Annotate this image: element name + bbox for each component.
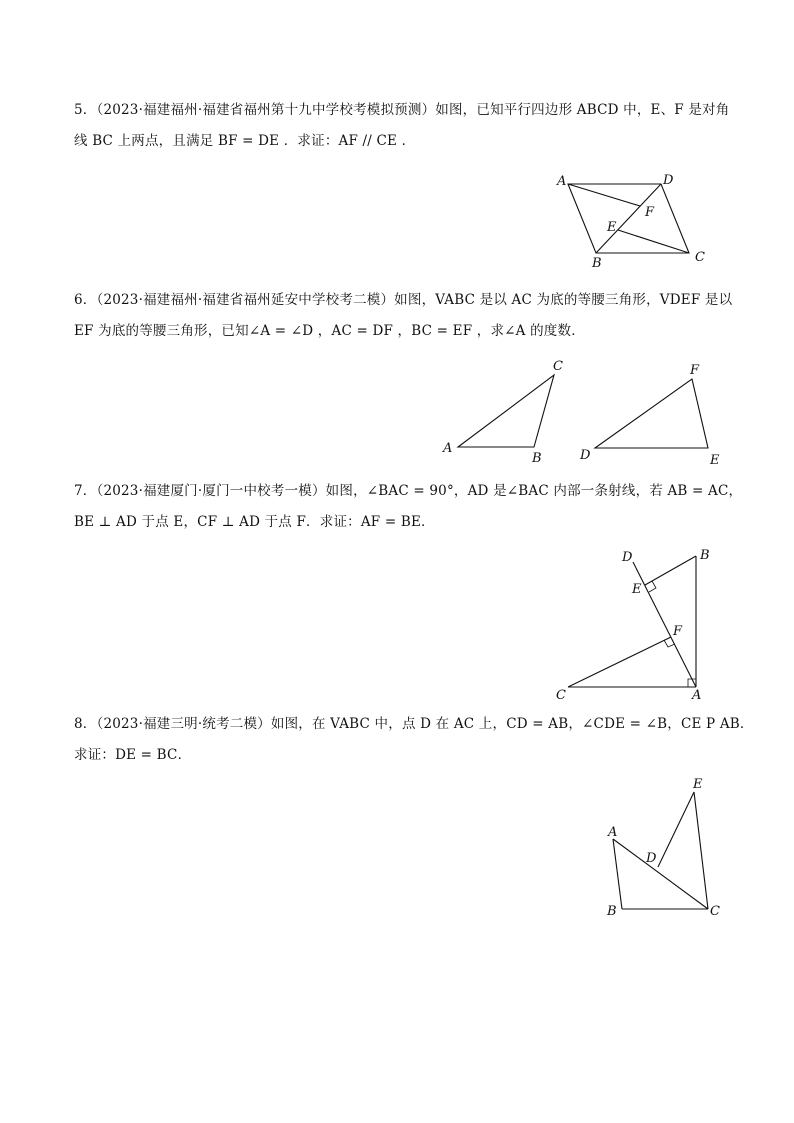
problem-5-line-1: 5．（2023·福建福州·福建省福州第十九中学校考模拟预测）如图，已知平行四边形 ABCD 中，E、F 是对角 [74, 102, 730, 118]
vertex-label-b: B [592, 256, 602, 271]
problem-7-line-1: 7．（2023·福建厦门·厦门一中校考一模）如图，∠BAC = 90°，AD 是∠BAC 内部一条射线，若 AB = AC， [74, 483, 743, 499]
vertex-label-d: D [580, 448, 591, 463]
problem-6-figure [438, 355, 738, 470]
problem-8-line-1: 8．（2023·福建三明·统考二模）如图，在 VABC 中，点 D 在 AC 上，CD = AB，∠CDE = ∠B，CE P AB． [74, 716, 754, 732]
problem-6-line-2: EF 为底的等腰三角形，已知∠A = ∠D ，AC = DF ，BC = EF ，求∠A 的度数． [74, 323, 585, 339]
problem-6-text [74, 285, 733, 347]
problem-7-text [74, 476, 743, 538]
vertex-label-e: E [710, 453, 720, 468]
vertex-label-a: A [692, 688, 702, 703]
vertex-label-b: B [607, 904, 617, 919]
vertex-label-c: C [710, 904, 720, 919]
segment-ec [694, 792, 708, 909]
vertex-label-a: A [608, 825, 618, 840]
problem-8-figure [598, 770, 738, 920]
segment-af [568, 184, 640, 206]
segment-ab [613, 839, 622, 909]
segment-ac [613, 839, 708, 909]
vertex-label-e: E [632, 582, 642, 597]
vertex-label-a: A [443, 441, 453, 456]
problem-8-text [74, 709, 754, 771]
vertex-label-f: F [690, 363, 700, 378]
problem-7-line-2: BE ⊥ AD 于点 E，CF ⊥ AD 于点 F．求证：AF = BE． [74, 514, 435, 530]
segment-be [645, 556, 696, 585]
triangle-def [595, 379, 708, 448]
vertex-label-e: E [693, 777, 703, 792]
problem-6-line-1: 6．（2023·福建福州·福建省福州延安中学校考二模）如图，VABC 是以 AC 为底的等腰三角形，VDEF 是以 [74, 292, 733, 308]
vertex-label-b: B [532, 451, 542, 466]
segment-cf [568, 637, 671, 687]
problem-5-line-2: 线 BC 上两点，且满足 BF = DE ．求证：AF // CE ． [74, 133, 416, 149]
vertex-label-c: C [556, 688, 566, 703]
segment-de [658, 792, 694, 867]
problem-5-figure [548, 168, 718, 273]
problem-7-figure [550, 544, 720, 704]
vertex-label-d: D [663, 173, 674, 188]
vertex-label-d: D [646, 851, 657, 866]
problem-8-line-2: 求证：DE = BC． [74, 747, 192, 763]
vertex-label-c: C [553, 359, 563, 374]
vertex-label-f: F [673, 624, 683, 639]
vertex-label-b: B [700, 548, 710, 563]
segment-ce [618, 230, 689, 253]
vertex-label-c: C [695, 250, 705, 265]
vertex-label-d: D [622, 550, 633, 565]
vertex-label-e: E [607, 220, 617, 235]
vertex-label-f: F [645, 205, 655, 220]
triangle-abc [458, 375, 554, 447]
problem-5-text [74, 95, 730, 157]
ray-ad [633, 562, 696, 687]
vertex-label-a: A [557, 174, 567, 189]
